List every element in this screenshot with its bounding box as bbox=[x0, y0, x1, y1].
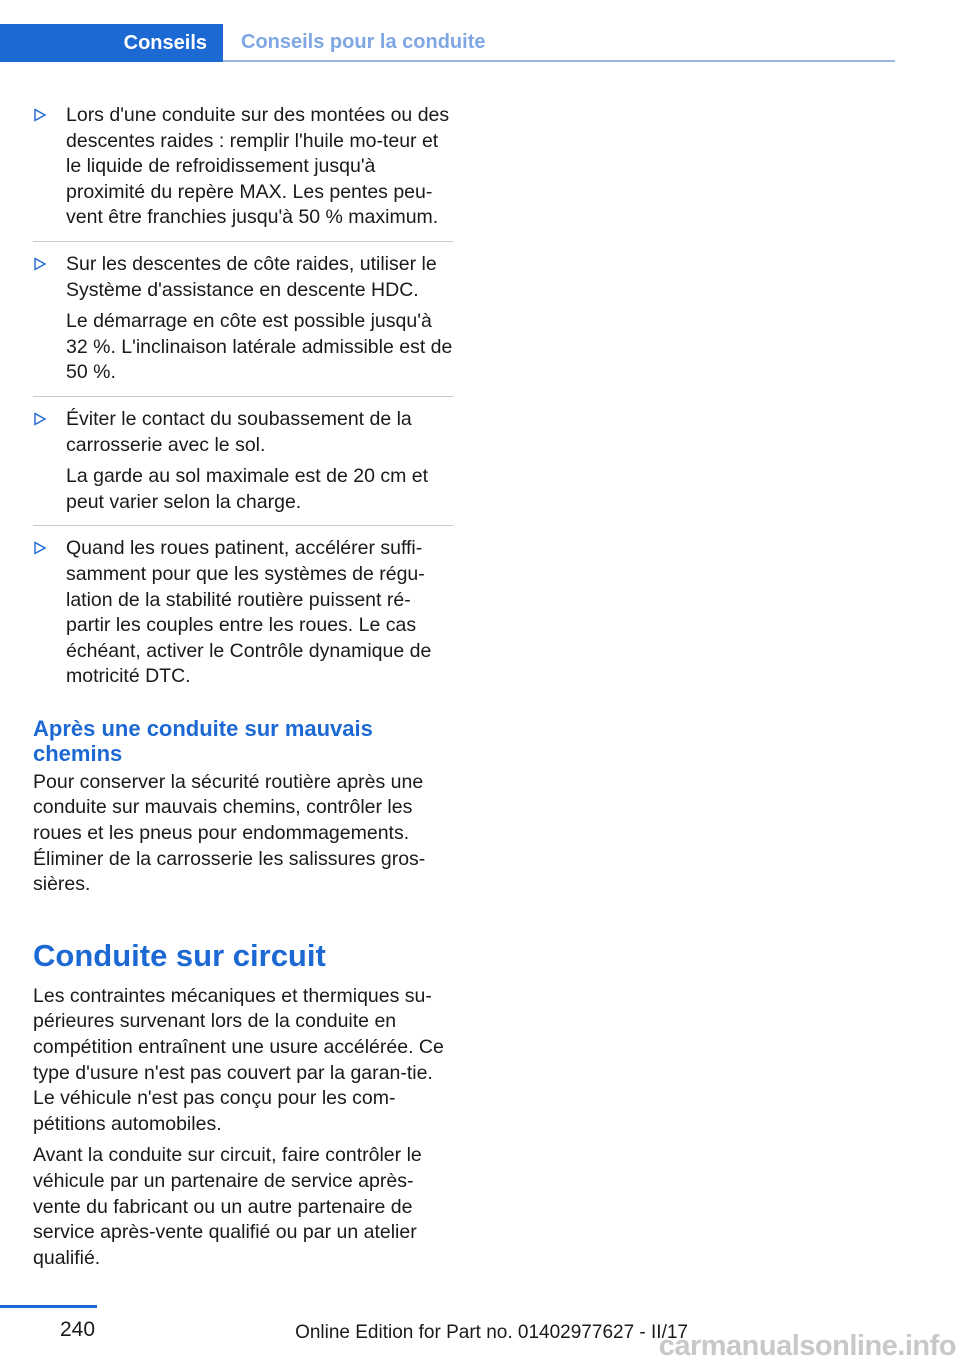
list-item bbox=[33, 252, 453, 397]
list-item-text: Quand les roues patinent, accélérer suffi-samment pour que les systèmes de régu-lation de la stabilité routière puissent ré-partir les couples entre les roues. Le cas échéant, activer le Contrôle dynamique de motricité DTC. bbox=[66, 537, 432, 688]
circuit-paragraph: Les contraintes mécaniques et thermiques su-périeures survenant lors de la conduite en compétition entraînent une usure accélérée. Ce type d'usure n'est pas couvert par la garan-tie. Le véhicule n'est pas conçu pour les com-pétitions automobiles. bbox=[33, 984, 444, 1135]
page-header bbox=[0, 24, 895, 62]
page-number: 240 bbox=[60, 1318, 96, 1341]
triangle-right-outline-icon bbox=[33, 108, 47, 122]
list-item-text: Lors d'une conduite sur des montées ou des descentes raides : remplir l'huile mo-teur et le liquide de refroidissement jusqu'à proximité du repère MAX. Les pentes peu-vent être franchies jusqu'à 50 % maximum. bbox=[66, 104, 450, 229]
list-item bbox=[33, 536, 453, 700]
triangle-right-outline-icon bbox=[33, 412, 47, 426]
list-item-text: Éviter le contact du soubassement de la carrosserie avec le sol. bbox=[66, 407, 412, 456]
list-item-text: Le démarrage en côte est possible jusqu'à 32 %. L'inclinaison latérale admissible est de 50 %. bbox=[66, 310, 453, 384]
list-item-text: Sur les descentes de côte raides, utiliser le Système d'assistance en descente HDC. bbox=[66, 252, 437, 301]
footer-rule bbox=[0, 1305, 97, 1308]
bullet-list bbox=[33, 103, 453, 700]
watermark: carmanualsonline.info bbox=[658, 1330, 956, 1362]
circuit-paragraph: Avant la conduite sur circuit, faire contrôler le véhicule par un partenaire de service après-vente du fabricant ou un autre partenaire de service après-vente qualifié ou par un atelier qualifié. bbox=[33, 1144, 422, 1269]
page-content bbox=[33, 103, 453, 1277]
circuit-heading: Conduite sur circuit bbox=[33, 937, 326, 973]
list-item bbox=[33, 103, 453, 242]
edition-note: Online Edition for Part no. 01402977627 - II/17 bbox=[295, 1322, 688, 1343]
list-item-text: La garde au sol maximale est de 20 cm et peut varier selon la charge. bbox=[66, 465, 429, 513]
triangle-right-outline-icon bbox=[33, 541, 47, 555]
section-title: Conseils pour la conduite bbox=[241, 30, 486, 53]
header-rule bbox=[223, 60, 895, 62]
chapter-tab: Conseils bbox=[0, 24, 223, 62]
bad-roads-body: Pour conserver la sécurité routière après une conduite sur mauvais chemins, contrôler les roues et les pneus pour endommagements. Éliminer de la carrosserie les salissures gros-sières. bbox=[33, 770, 426, 896]
bad-roads-heading: Après une conduite sur mauvais chemins bbox=[33, 715, 373, 766]
triangle-right-outline-icon bbox=[33, 257, 47, 271]
list-item bbox=[33, 407, 453, 526]
